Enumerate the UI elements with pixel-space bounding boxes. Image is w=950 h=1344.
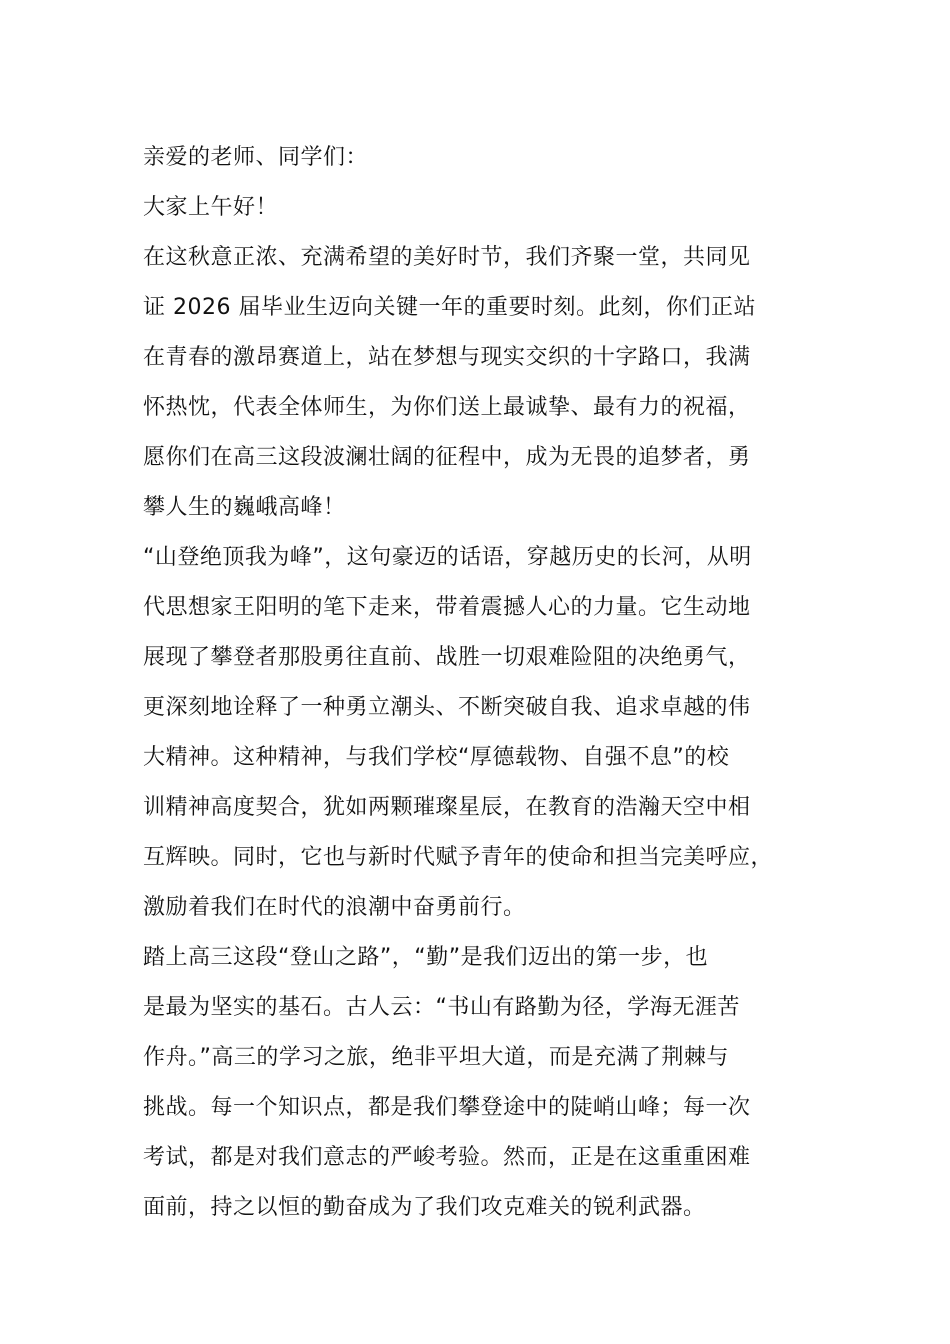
paragraph-3-line-4: 挑战。每一个知识点，都是我们攀登途中的陡峭山峰；每一次 xyxy=(143,1095,751,1120)
paragraph-2-line-2: 代思想家王阳明的笔下走来，带着震撼人心的力量。它生动地 xyxy=(143,595,751,620)
paragraph-2-line-8: 激励着我们在时代的浪潮中奋勇前行。 xyxy=(143,895,526,920)
paragraph-3-line-3: 作舟。”高三的学习之旅，绝非平坦大道，而是充满了荆棘与 xyxy=(143,1045,729,1070)
paragraph-2-line-7: 互辉映。同时，它也与新时代赋予青年的使命和担当完美呼应， xyxy=(143,845,774,870)
paragraph-2-line-4: 更深刻地诠释了一种勇立潮头、不断突破自我、追求卓越的伟 xyxy=(143,695,751,720)
paragraph-2-line-6: 训精神高度契合，犹如两颗璀璨星辰，在教育的浩瀚天空中相 xyxy=(143,795,751,820)
salutation-line: 亲爱的老师、同学们： xyxy=(143,145,369,170)
speech-text xyxy=(143,133,843,1233)
paragraph-2-line-5: 大精神。这种精神，与我们学校“厚德载物、自强不息”的校 xyxy=(143,745,730,770)
greeting-line: 大家上午好！ xyxy=(143,195,279,220)
paragraph-2-line-3: 展现了攀登者那股勇往直前、战胜一切艰难险阻的决绝勇气， xyxy=(143,645,751,670)
paragraph-3-line-2: 是最为坚实的基石。古人云：“书山有路勤为径，学海无涯苦 xyxy=(143,995,740,1020)
paragraph-1-line-6: 攀人生的巍峨高峰！ xyxy=(143,495,346,520)
paragraph-2-line-1: “山登绝顶我为峰”，这句豪迈的话语，穿越历史的长河，从明 xyxy=(143,545,752,570)
paragraph-1-line-5: 愿你们在高三这段波澜壮阔的征程中，成为无畏的追梦者，勇 xyxy=(143,445,751,470)
paragraph-1-line-2: 证 2026 届毕业生迈向关键一年的重要时刻。此刻，你们正站 xyxy=(143,295,756,320)
paragraph-3-line-5: 考试，都是对我们意志的严峻考验。然而，正是在这重重困难 xyxy=(143,1145,751,1170)
paragraph-1-line-4: 怀热忱，代表全体师生，为你们送上最诚挚、最有力的祝福， xyxy=(143,395,751,420)
paragraph-1-line-3: 在青春的激昂赛道上，站在梦想与现实交织的十字路口，我满 xyxy=(143,345,751,370)
paragraph-1-line-1: 在这秋意正浓、充满希望的美好时节，我们齐聚一堂，共同见 xyxy=(143,245,751,270)
paragraph-3-line-1: 踏上高三这段“登山之路”，“勤”是我们迈出的第一步，也 xyxy=(143,945,709,970)
paragraph-3-line-6: 面前，持之以恒的勤奋成为了我们攻克难关的锐利武器。 xyxy=(143,1195,706,1220)
